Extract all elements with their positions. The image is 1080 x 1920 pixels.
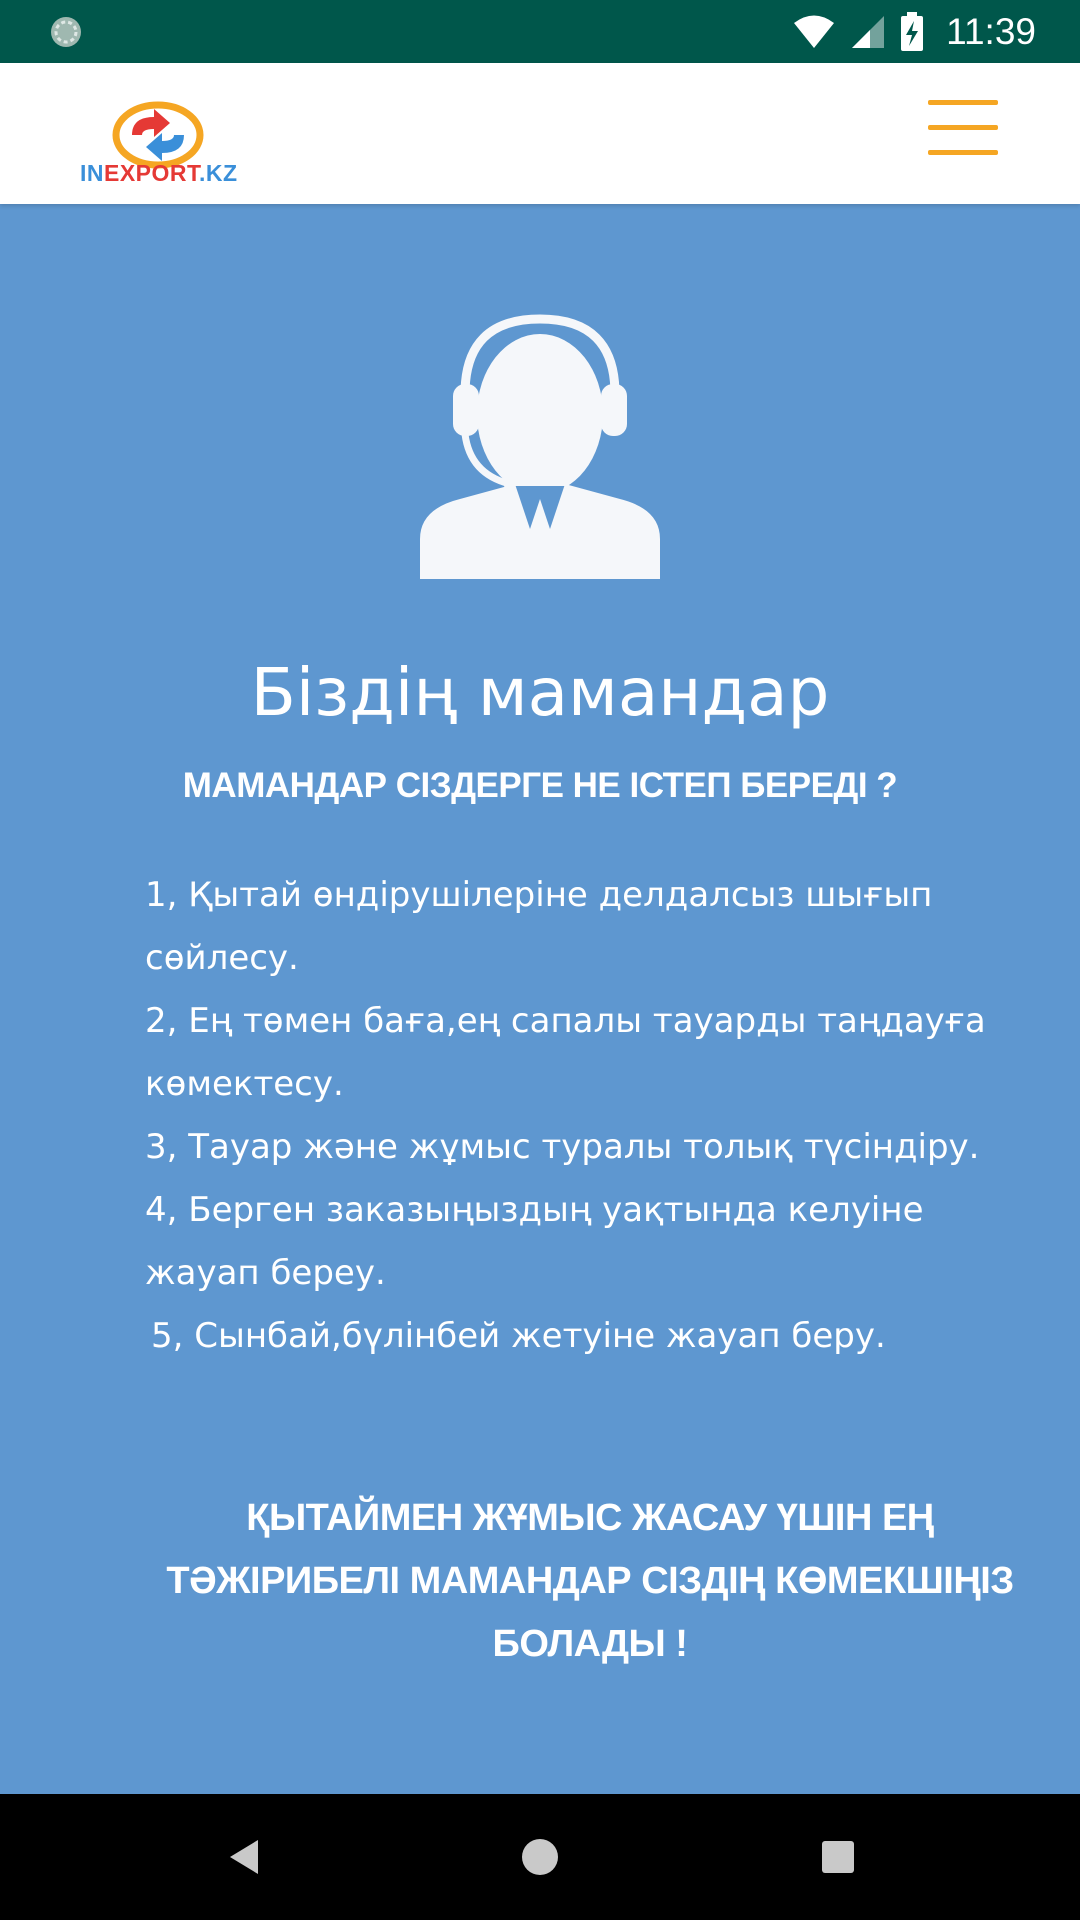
closing-line: ТӘЖІРИБЕЛІ МАМАНДАР СІЗДІҢ КӨМЕКШІҢІЗ bbox=[166, 1560, 1014, 1602]
battery-charging-icon bbox=[900, 12, 924, 52]
status-bar bbox=[0, 0, 1080, 63]
list-item: 5, Сынбай,бүлінбей жетуіне жауап беру. bbox=[151, 1316, 886, 1356]
recents-icon[interactable] bbox=[815, 1834, 861, 1880]
back-icon[interactable] bbox=[222, 1834, 268, 1880]
logo-text-export: EXPORT bbox=[104, 160, 200, 186]
operator-headset-icon bbox=[420, 314, 660, 579]
logo-text[interactable] bbox=[80, 160, 238, 187]
closing-line: ҚЫТАЙМЕН ЖҰМЫС ЖАСАУ ҮШІН ЕҢ bbox=[246, 1497, 934, 1539]
logo-text-kz: .KZ bbox=[199, 160, 238, 186]
home-icon[interactable] bbox=[517, 1834, 563, 1880]
status-time: 11:39 bbox=[946, 10, 1036, 52]
wifi-icon bbox=[792, 14, 836, 50]
status-icons bbox=[792, 0, 1036, 63]
list-item: 2, Ең төмен баға,ең сапалы тауарды таңдауға көмектесу. bbox=[145, 1001, 986, 1104]
list-item: 4, Берген заказыңыздың уақтында келуіне жауап береу. bbox=[145, 1190, 924, 1293]
cell-signal-icon bbox=[850, 14, 886, 50]
closing-statement bbox=[150, 1487, 1030, 1676]
system-nav-bar bbox=[0, 1794, 1080, 1920]
list-item: 1, Қытай өндірушілеріне делдалсыз шығып сөйлесу. bbox=[145, 875, 933, 978]
list-item: 3, Тауар және жұмыс туралы толық түсіндіру. bbox=[145, 1127, 980, 1167]
section-subtitle: МАМАНДАР СІЗДЕРГЕ НЕ ІСТЕП БЕРЕДІ ? bbox=[182, 766, 898, 805]
hamburger-menu-icon[interactable] bbox=[928, 100, 1000, 160]
experts-section bbox=[0, 204, 1080, 1794]
sync-icon bbox=[49, 15, 83, 49]
section-title: Біздің мамандар bbox=[250, 654, 830, 731]
logo-text-in: IN bbox=[80, 160, 104, 186]
services-list bbox=[145, 864, 1025, 1368]
site-header bbox=[0, 63, 1080, 204]
closing-line: БОЛАДЫ ! bbox=[492, 1623, 688, 1665]
